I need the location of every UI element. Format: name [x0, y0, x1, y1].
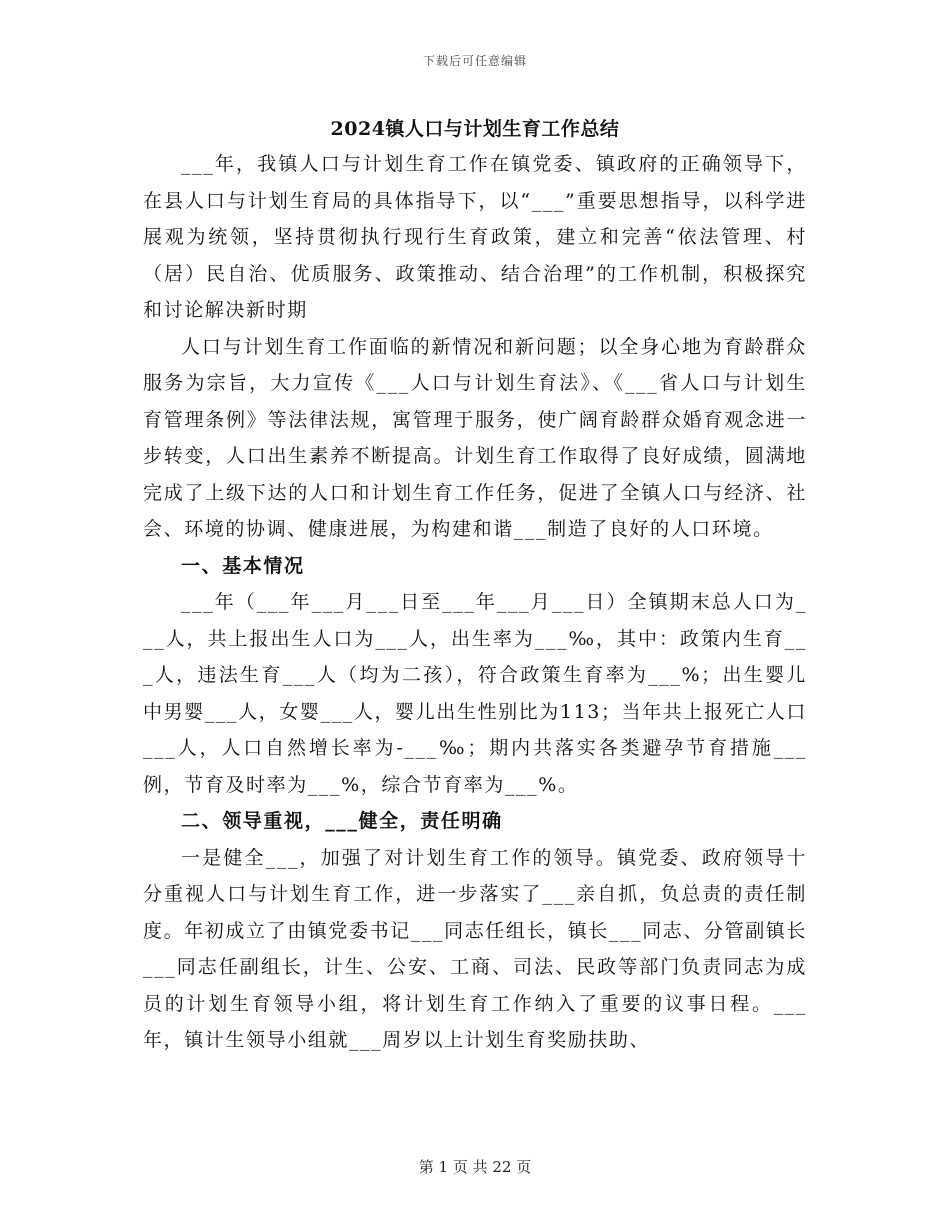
intro-paragraph-1: ___年，我镇人口与计划生育工作在镇党委、镇政府的正确领导下，在县人口与计划生育局的具体指导下，以“___”重要思想指导，以科学进展观为统领，坚持贯彻执行现行生育政策，建立和完善“依法管理、村（居）民自治、优质服务、政策推动、结合治理”的工作机制，积极探究和讨论解决新时期	[143, 153, 807, 321]
document-title: 2024镇人口与计划生育工作总结	[330, 118, 620, 140]
section-heading-leadership: 二、领导重视，___健全，责任明确	[181, 810, 503, 832]
document-body	[143, 146, 807, 1059]
section-basic-situation-text: ___年（___年___月___日至___年___月___日）全镇期末总人口为___人，共上报出生人口为___人，出生率为___‰，其中：政策内生育___人，违法生育___人（均为二孩），符合政策生育率为___%；出生婴儿中男婴___人，女婴___人，婴儿出生性别比为113；当年共上报死亡人口___人，人口自然增长率为-___‰；期内共落实各类避孕节育措施___例，节育及时率为___%，综合节育率为___%。	[143, 591, 807, 796]
section-heading-basic-situation: 一、基本情况	[181, 554, 305, 577]
page-number-footer: 第 1 页 共 22 页	[418, 1158, 532, 1176]
section-leadership-text: 一是健全___，加强了对计划生育工作的领导。镇党委、政府领导十分重视人口与计划生育工作，进一步落实了___亲自抓，负总责的责任制度。年初成立了由镇党委书记___同志任组长，镇长___同志、分管副镇长___同志任副组长，计生、公安、工商、司法、民政等部门负责同志为成员的计划生育领导小组，将计划生育工作纳入了重要的议事日程。___年，镇计生领导小组就___周岁以上计划生育奖励扶助、	[143, 846, 808, 1051]
intro-paragraph-2: 人口与计划生育工作面临的新情况和新问题；以全身心地为育龄群众服务为宗旨，大力宣传《___人口与计划生育法》、《___省人口与计划生育管理条例》等法律法规，寓管理于服务，使广阔育龄群众婚育观念进一步转变，人口出生素养不断提高。计划生育工作取得了良好成绩，圆满地完成了上级下达的人口和计划生育工作任务，促进了全镇人口与经济、社会、环境的协调、健康进展，为构建和谐___制造了良好的人口环境。	[143, 335, 807, 540]
page-header-note: 下载后可任意编辑	[422, 54, 527, 68]
